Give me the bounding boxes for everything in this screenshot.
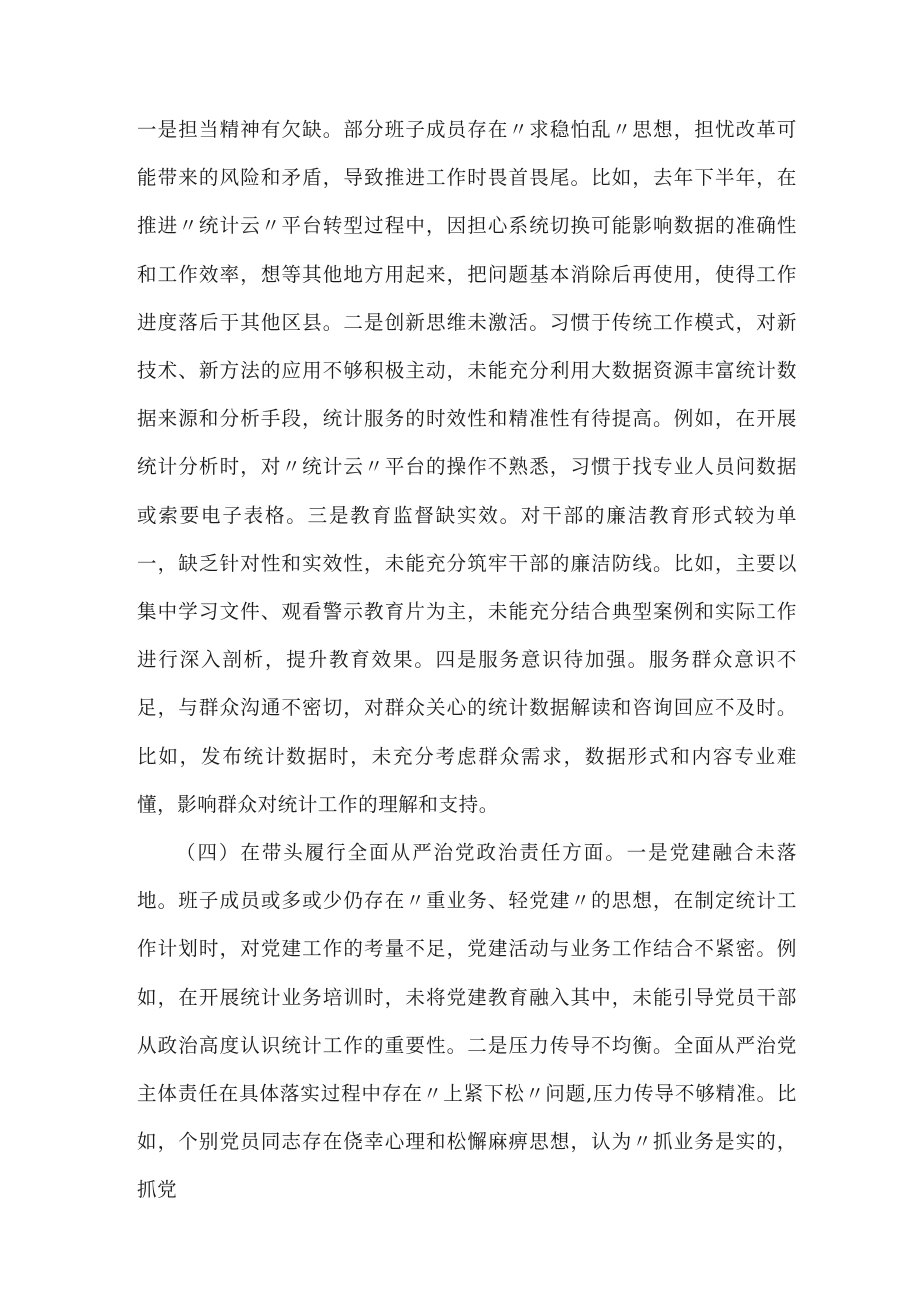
paragraph-section-four: （四）在带头履行全面从严治党政治责任方面。一是党建融合未落地。班子成员或多或少仍存在〃重业务、轻党建〃的思想，在制定统计工作计划时，对党建工作的考量不足，党建活动与业务工作结合不紧密。例如，在开展统计业务培训时，未将党建教育融入其中，未能引导党员干部从政治高度认识统计工作的重要性。二是压力传导不均衡。全面从严治党主体责任在具体落实过程中存在〃上紧下松〃问题,压力传导不够精准。比如，个别党员同志存在侥幸心理和松懈麻痹思想，认为〃抓业务是实的，抓党: [137, 841, 797, 1202]
paragraph-problems-list: 一是担当精神有欠缺。部分班子成员存在〃求稳怕乱〃思想，担忧改革可能带来的风险和矛盾，导致推进工作时畏首畏尾。比如，去年下半年，在推进〃统计云〃平台转型过程中，因担心系统切换可能影响数据的准确性和工作效率，想等其他地方用起来，把问题基本消除后再使用，使得工作进度落后于其他区县。二是创新思维未激活。习惯于传统工作模式，对新技术、新方法的应用不够积极主动，未能充分利用大数据资源丰富统计数据来源和分析手段，统计服务的时效性和精准性有待提高。例如，在开展统计分析时，对〃统计云〃平台的操作不熟悉，习惯于找专业人员问数据或索要电子表格。三是教育监督缺实效。对干部的廉洁教育形式较为单一，缺乏针对性和实效性，未能充分筑牢干部的廉洁防线。比如，主要以集中学习文件、观看警示教育片为主，未能充分结合典型案例和实际工作进行深入剖析，提升教育效果。四是服务意识待加强。服务群众意识不足，与群众沟通不密切，对群众关心的统计数据解读和咨询回应不及时。比如，发布统计数据时，未充分考虑群众需求，数据形式和内容专业难懂，影响群众对统计工作的理解和支持。: [137, 118, 797, 816]
document-body: [137, 106, 797, 1215]
